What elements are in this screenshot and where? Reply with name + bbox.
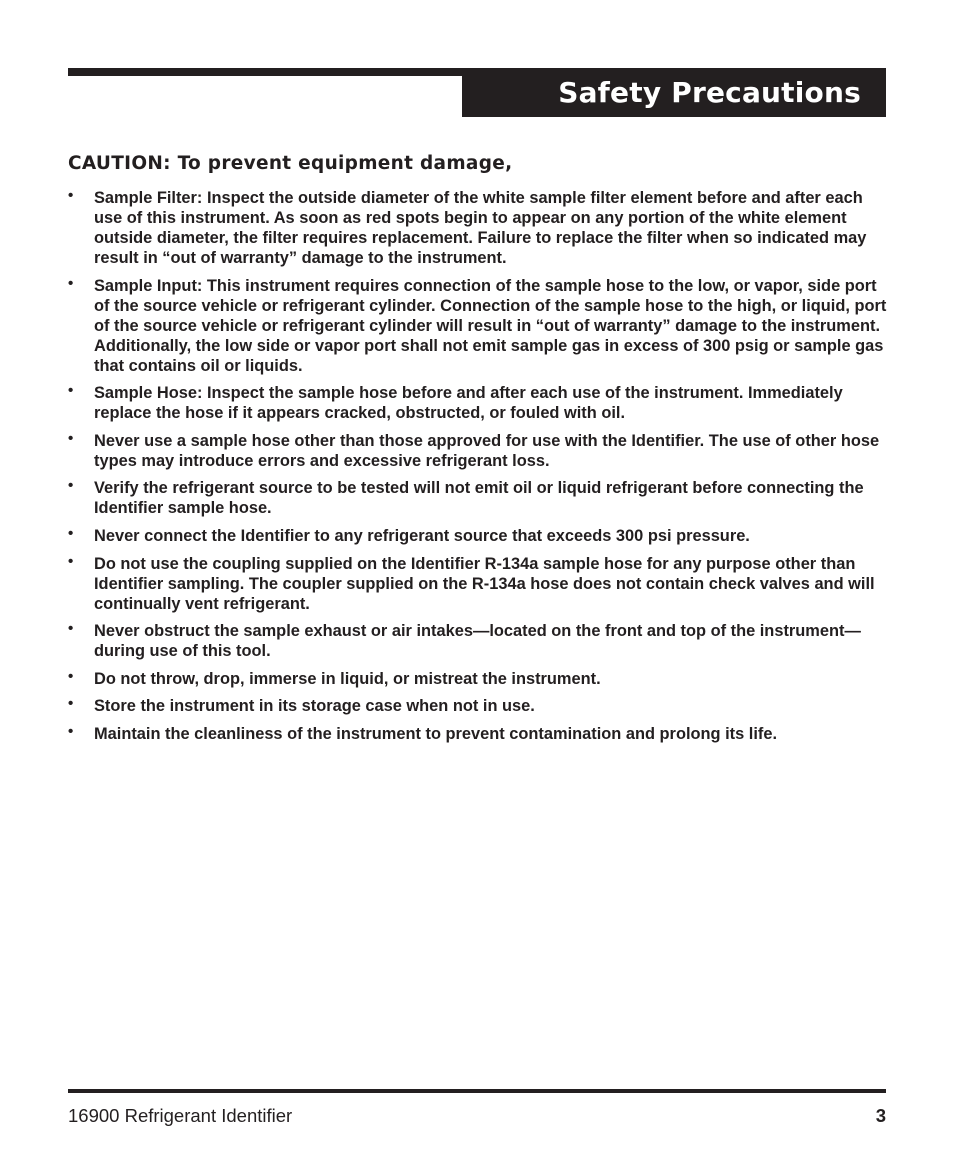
precaution-item-verify-source	[68, 478, 888, 518]
precaution-text: Never obstruct the sample exhaust or air intakes—located on the front and top of the instrument—during use of this tool.	[94, 622, 861, 661]
precaution-item-storage	[68, 696, 888, 716]
page-title: Safety Precautions	[558, 76, 861, 109]
section-title-bar	[462, 68, 886, 117]
bullet-icon: •	[68, 620, 74, 638]
precaution-text: Do not use the coupling supplied on the Identifier R-134a sample hose for any purpose other than Identifier sampling. The coupler supplied on the R-134a hose does not contain check valves and will continually vent refrigerant.	[94, 554, 875, 613]
caution-heading: CAUTION: To prevent equipment damage,	[68, 153, 513, 174]
precaution-item-sample-hose	[68, 383, 888, 423]
bullet-icon: •	[68, 187, 74, 204]
bullet-icon: •	[68, 524, 74, 542]
bullet-icon: •	[68, 722, 74, 740]
precaution-item-approved-hose	[68, 431, 888, 471]
precaution-item-pressure-limit	[68, 526, 888, 546]
precaution-list	[68, 188, 888, 752]
precaution-text: Sample Filter: Inspect the outside diameter of the white sample filter element before and after each use of this instrument. As soon as red spots begin to appear on any portion of the white element outside diameter, the filter requires replacement. Failure to replace the filter when so indicated may result in “out of warranty” damage to the instrument.	[94, 189, 867, 267]
bullet-icon: •	[68, 429, 74, 447]
precaution-text: Sample Input: This instrument requires connection of the sample hose to the low, or vapor, side port of the source vehicle or refrigerant cylinder. Connection of the sample hose to the high, or liquid, port of the source vehicle or refrigerant cylinder will result in “out of warranty” damage to the instrument. Additionally, the low side or vapor port shall not emit sample gas in excess of 300 psig or sample gas that contains oil or liquids.	[94, 276, 887, 375]
precaution-text: Never connect the Identifier to any refrigerant source that exceeds 300 psi pressure.	[94, 526, 750, 545]
page-number: 3	[875, 1105, 886, 1126]
bullet-icon: •	[68, 477, 74, 495]
precaution-text: Verify the refrigerant source to be tested will not emit oil or liquid refrigerant before connecting the Identifier sample hose.	[94, 479, 864, 518]
precaution-text: Do not throw, drop, immerse in liquid, or mistreat the instrument.	[94, 669, 601, 688]
precaution-item-handling	[68, 669, 888, 689]
precaution-text: Maintain the cleanliness of the instrument to prevent contamination and prolong its life.	[94, 724, 778, 743]
precaution-item-exhaust	[68, 621, 888, 661]
bullet-icon: •	[68, 552, 74, 570]
footer-document-title: 16900 Refrigerant Identifier	[68, 1105, 293, 1126]
bullet-icon: •	[68, 695, 74, 713]
bullet-icon: •	[68, 382, 74, 400]
precaution-text: Sample Hose: Inspect the sample hose before and after each use of the instrument. Immediately replace the hose if it appears cracked, obstructed, or fouled with oil.	[94, 384, 843, 423]
precaution-item-sample-filter	[68, 188, 888, 268]
precaution-text: Store the instrument in its storage case when not in use.	[94, 697, 535, 716]
precaution-item-sample-input	[68, 276, 888, 376]
precaution-item-cleanliness	[68, 724, 888, 744]
precaution-item-coupling	[68, 554, 888, 614]
bullet-icon: •	[68, 667, 74, 685]
bullet-icon: •	[68, 274, 74, 292]
footer-rule	[68, 1089, 886, 1093]
precaution-text: Never use a sample hose other than those approved for use with the Identifier. The use of other hose types may introduce errors and excessive refrigerant loss.	[94, 431, 880, 470]
